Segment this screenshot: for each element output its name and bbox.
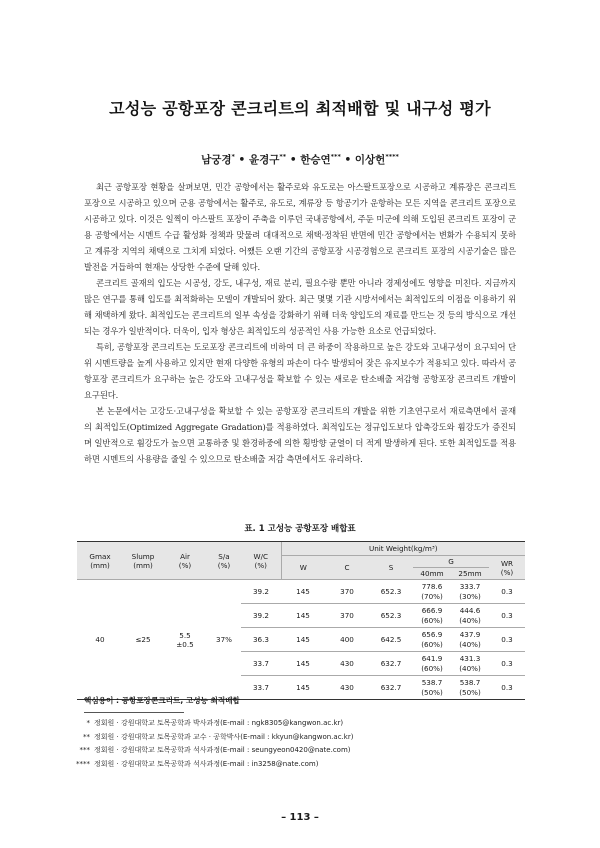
cell-slump: ≤25 [123, 580, 163, 700]
cell-g40: 656.9 (60%) [413, 628, 451, 652]
paragraph: 최근 공항포장 현황을 살펴보면, 민간 공항에서는 활주로와 유도로는 아스팔트포장으로 시공하고 계류장은 콘크리트 포장으로 시공하고 있으며 군용 공항에서는 활주로, 유도로, 계류장 등 항공기가 운항하는 모든 지역을 콘크리트 포장으로 시공하고 있다. 이것은 일찍이 아스팔트 포장이 주축을 이루던 국내공항에서, 주둔 미군에 의해 도입된 콘크리트 포장이 군용 공항에서는 시멘트 수급 활성화 정책과 맞물려 대대적으로 채택·정착된 반면에 민간 공항에서는 변화가 수용되지 못하고 계류장 지역의 채택으로 그치게 되었다. 어쨌든 오랜 기간의 공항포장 시공경험으로 콘크리트 포장의 시공기술은 많은 발전을 거듭하여 현재는 상당한 수준에 달해 있다. [84, 182, 516, 272]
cell-s: 642.5 [369, 628, 413, 652]
author-name: 남궁경 [201, 154, 232, 166]
author-mark: * [231, 152, 235, 161]
keywords: 핵심용어 : 공항포장콘크리트, 고성능 최적배합 [84, 696, 240, 705]
cell-g25: 437.9 (40%) [451, 628, 489, 652]
table-caption: 표. 1 고성능 공항포장 배합표 [244, 524, 356, 534]
cell-wc: 39.2 [241, 604, 281, 628]
col-c: C [325, 556, 369, 580]
cell-wr: 0.3 [489, 676, 525, 700]
cell-wr: 0.3 [489, 580, 525, 604]
col-sa: S/a (%) [207, 542, 241, 580]
footnote-divider [84, 712, 184, 713]
cell-g40: 778.6 (70%) [413, 580, 451, 604]
col-w: W [281, 556, 325, 580]
col-wc: W/C (%) [241, 542, 281, 580]
author-name: 한승연 [300, 154, 331, 166]
cell-s: 632.7 [369, 676, 413, 700]
cell-s: 652.3 [369, 604, 413, 628]
col-g25: 25mm [451, 568, 489, 580]
cell-air: 5.5 ±0.5 [163, 580, 207, 700]
author-separator: • [286, 154, 301, 166]
footnote: **** 정회원 · 강원대학교 토목공학과 석사과정(E-mail : in3258@nate.com) [76, 759, 319, 768]
footnote: *** 정회원 · 강원대학교 토목공학과 석사과정(E-mail : seungyeon0420@nate.com) [79, 746, 351, 754]
cell-c: 370 [325, 580, 369, 604]
footnote: * 정회원 · 강원대학교 토목공학과 박사과정(E-mail : ngk8305@kangwon.ac.kr) [86, 719, 344, 727]
author-name: 이상헌 [354, 154, 386, 166]
author-name: 윤경구 [248, 154, 280, 166]
col-wr: WR (%) [489, 556, 525, 580]
col-slump: Slump (mm) [123, 542, 163, 580]
cell-g25: 333.7 (30%) [451, 580, 489, 604]
paragraph: 특히, 공항포장 콘크리트는 도로포장 콘크리트에 비하여 더 큰 하중이 작용하므로 높은 강도와 고내구성이 요구되어 단위 시멘트량을 높게 사용하고 있지만 현재 다양한 유형의 파손이 다수 발생되어 잦은 유지보수가 적용되고 있다. 따라서 공항포장 콘크리트가 요구하는 높은 강도와 고내구성을 확보할 수 있는 새로운 탄소배출 저감형 공항포장 콘크리트 개발이 요구된다. [84, 342, 516, 400]
paper-title: 고성능 공항포장 콘크리트의 최적배합 및 내구성 평가 [109, 99, 491, 118]
footnote: ** 정회원 · 강원대학교 토목공학과 교수 · 공학박사(E-mail : kkyun@kangwon.ac.kr) [83, 732, 354, 741]
cell-w: 145 [281, 580, 325, 604]
cell-c: 370 [325, 604, 369, 628]
col-gmax: Gmax (mm) [77, 542, 123, 580]
body-text [84, 179, 516, 467]
cell-g40: 538.7 (50%) [413, 676, 451, 700]
cell-w: 145 [281, 652, 325, 676]
col-g40: 40mm [413, 568, 451, 580]
cell-wr: 0.3 [489, 652, 525, 676]
cell-wc: 36.3 [241, 628, 281, 652]
col-air: Air (%) [163, 542, 207, 580]
cell-c: 430 [325, 652, 369, 676]
col-unit-weight: Unit Weight(kg/m³) [281, 542, 525, 556]
paragraph: 콘크리트 골재의 입도는 시공성, 강도, 내구성, 재료 분리, 필요수량 뿐만 아니라 경제성에도 영향을 미친다. 지금까지 많은 연구를 통해 입도를 최적화하는 모델이 개발되어 왔다. 최근 몇몇 기관 시방서에서는 최적입도의 이점을 이용하기 위해 채택하게 왔다. 최적입도는 콘크리트의 일부 속성을 강화하기 위해 더욱 양입도의 재료를 만드는 것 등의 방식으로 개선되는 경우가 일반적이다. 더욱이, 입자 형상은 최적입도의 성공적인 사용 가능한 요소로 언급되었다. [84, 278, 516, 336]
author-separator: • [234, 154, 249, 166]
cell-c: 400 [325, 628, 369, 652]
col-s: S [369, 556, 413, 580]
cell-w: 145 [281, 628, 325, 652]
cell-wr: 0.3 [489, 604, 525, 628]
cell-gmax: 40 [77, 580, 123, 700]
paragraph: 본 논문에서는 고강도·고내구성을 확보할 수 있는 공항포장 콘크리트의 개발을 위한 기초연구로서 재료측면에서 골재의 최적입도(Optimized Aggregate Gradation)를 적용하였다. 최적입도는 정규입도보다 압축강도와 휨강도가 증진되며 일반적으로 휨강도가 높으면 교통하중 및 환경하중에 의한 횡방향 균열이 더 적게 발생하게 된다. 또한 최적입도를 적용하면 시멘트의 사용량을 줄일 수 있으므로 탄소배출 저감 측면에서도 유리하다. [84, 406, 516, 464]
cell-wc: 33.7 [241, 652, 281, 676]
footnotes [70, 717, 353, 771]
cell-w: 145 [281, 676, 325, 700]
cell-g25: 444.6 (40%) [451, 604, 489, 628]
author-mark: ** [279, 152, 287, 161]
mix-design-table [77, 541, 525, 700]
cell-s: 652.3 [369, 580, 413, 604]
table-row [77, 580, 525, 604]
cell-wc: 39.2 [241, 580, 281, 604]
cell-w: 145 [281, 604, 325, 628]
author-mark: **** [385, 152, 399, 161]
cell-g40: 641.9 (60%) [413, 652, 451, 676]
col-g: G [413, 556, 489, 568]
author-line [0, 152, 600, 167]
cell-sa: 37% [207, 580, 241, 700]
cell-g25: 538.7 (50%) [451, 676, 489, 700]
cell-c: 430 [325, 676, 369, 700]
cell-wr: 0.3 [489, 628, 525, 652]
cell-g40: 666.9 (60%) [413, 604, 451, 628]
author-mark: *** [330, 152, 341, 161]
cell-g25: 431.3 (40%) [451, 652, 489, 676]
cell-s: 632.7 [369, 652, 413, 676]
author-separator: • [340, 154, 355, 166]
page-number: – 113 – [281, 812, 319, 823]
cell-wc: 33.7 [241, 676, 281, 700]
